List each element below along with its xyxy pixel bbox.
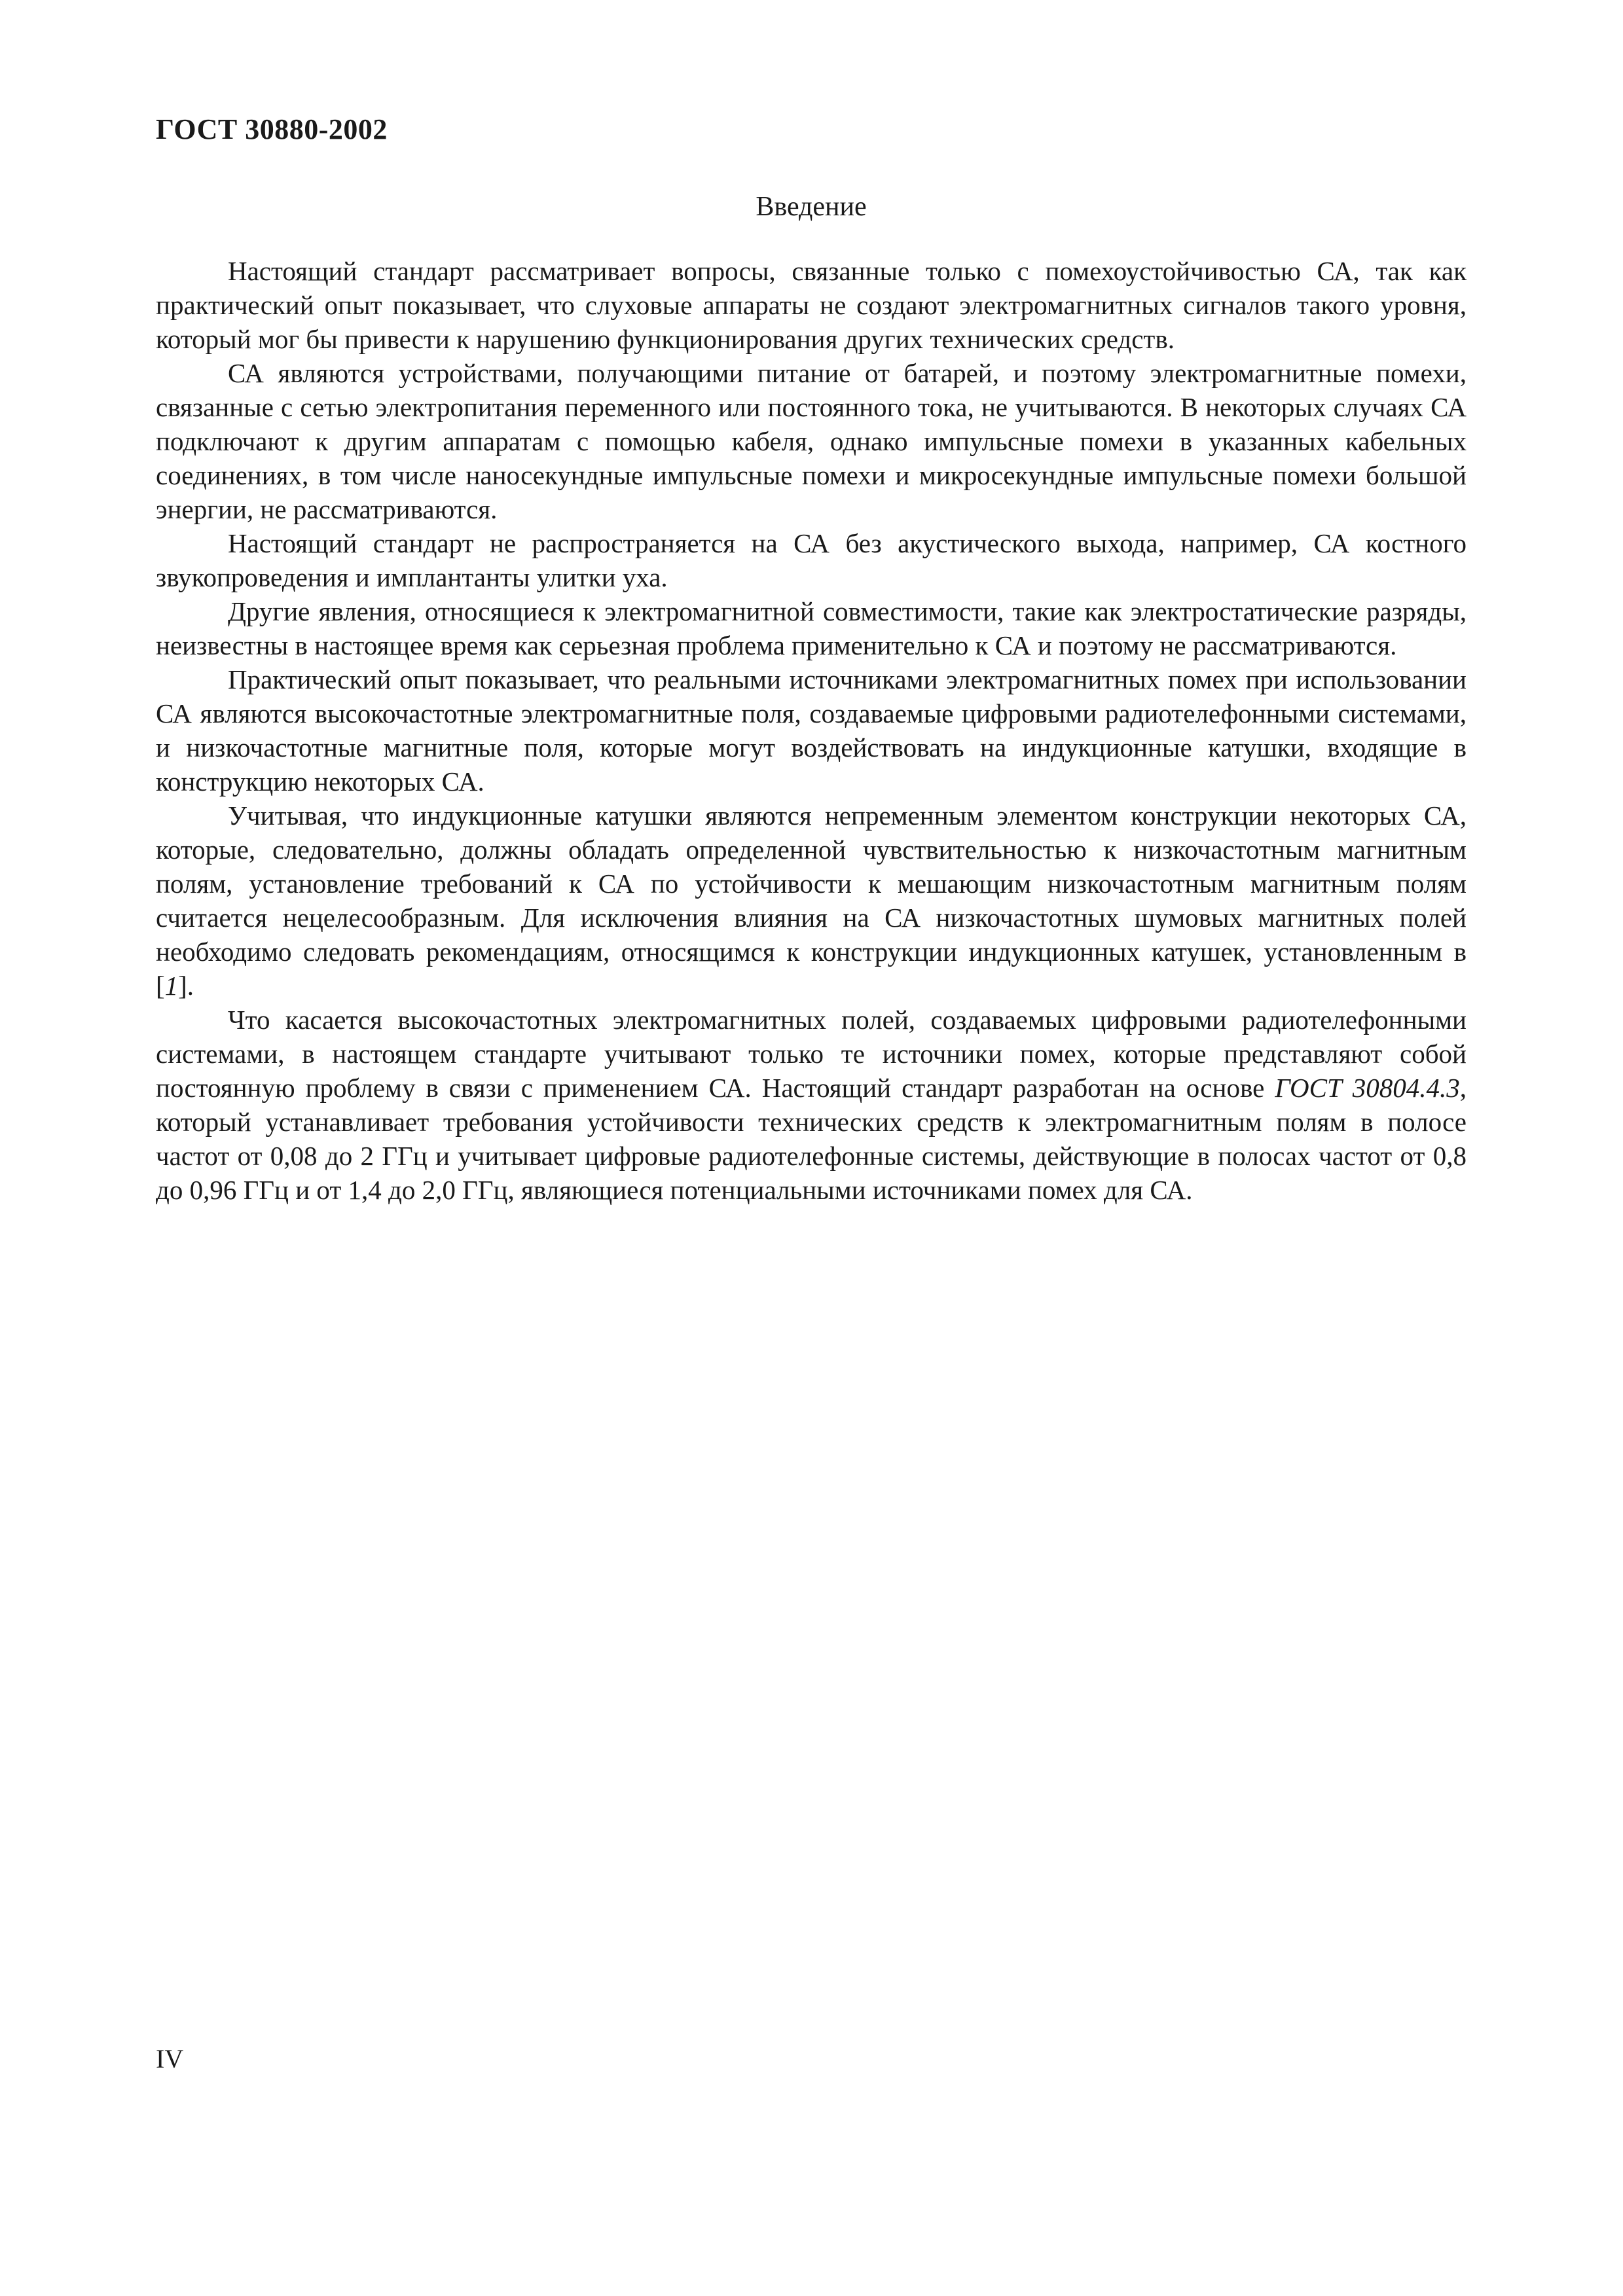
bibliography-reference: 1 bbox=[164, 971, 179, 1001]
paragraph-3: Настоящий стандарт не распространяется на СА без акустического выхода, например, СА костного звукопроведения и имплантанты улитки уха. bbox=[156, 528, 1467, 592]
document-code: ГОСТ 30880-2002 bbox=[156, 113, 388, 145]
paragraph-7 bbox=[156, 1003, 1467, 1207]
paragraph-5: Практический опыт показывает, что реальными источниками электромагнитных помех при использовании СА являются высокочастотные электромагнитные поля, создаваемые цифровыми радиотелефонными системами, и низкочастотные магнитные поля, которые могут воздействовать на индукционные катушки, входящие в конструкцию некоторых СА. bbox=[156, 664, 1467, 797]
standard-reference: ГОСТ 30804.4.3 bbox=[1275, 1073, 1460, 1103]
section-title: Введение bbox=[756, 192, 867, 222]
paragraph-1: Настоящий стандарт рассматривает вопросы, связанные только с помехоустойчивостью СА, так как практический опыт показывает, что слуховые аппараты не создают электромагнитных сигналов такого уровня, который мог бы привести к нарушению функционирования других технических средств. bbox=[156, 256, 1467, 354]
paragraph-7-end: , который устанавливает требования устойчивости технических средств к электромагнитным полям в полосе частот от 0,08 до 2 ГГц и учитывает цифровые радиотелефонные системы, действующие в полосах частот от 0,8 до 0,96 ГГц и от 1,4 до 2,0 ГГц, являющиеся потенциальными источниками помех для СА. bbox=[156, 1073, 1467, 1205]
paragraph-7-text: Что касается высокочастотных электромагнитных полей, создаваемых цифровыми радиотелефонными системами, в настоящем стандарте учитывают только те источники помех, которые представляют собой постоянную проблему в связи с применением СА. Настоящий стандарт разработан на основе bbox=[156, 1005, 1467, 1103]
page-number: IV bbox=[156, 2044, 184, 2073]
paragraph-6-end: ]. bbox=[178, 971, 194, 1001]
body-text bbox=[156, 254, 1467, 1207]
paragraph-6 bbox=[156, 798, 1467, 1003]
paragraph-6-text: Учитывая, что индукционные катушки являются непременным элементом конструкции некоторых СА, которые, следовательно, должны обладать определенной чувствительностью к низкочастотным магнитным полям, установление требований к СА по устойчивости к мешающим низкочастотным магнитным полям считается нецелесообразным. Для исключения влияния на СА низкочастотных шумовых магнитных полей необходимо следовать рекомендациям, относящимся к конструкции индукционных катушек, установленным в [ bbox=[156, 800, 1467, 1001]
paragraph-4: Другие явления, относящиеся к электромагнитной совместимости, такие как электростатические разряды, неизвестны в настоящее время как серьезная проблема применительно к СА и поэтому не рассматриваются. bbox=[156, 596, 1467, 660]
paragraph-2: СА являются устройствами, получающими питание от батарей, и поэтому электромагнитные помехи, связанные с сетью электропитания переменного или постоянного тока, не учитываются. В некоторых случаях СА подключают к другим аппаратам с помощью кабеля, однако импульсные помехи в указанных кабельных соединениях, в том числе наносекундные импульсные помехи и микросекундные импульсные помехи большой энергии, не рассматриваются. bbox=[156, 358, 1467, 524]
